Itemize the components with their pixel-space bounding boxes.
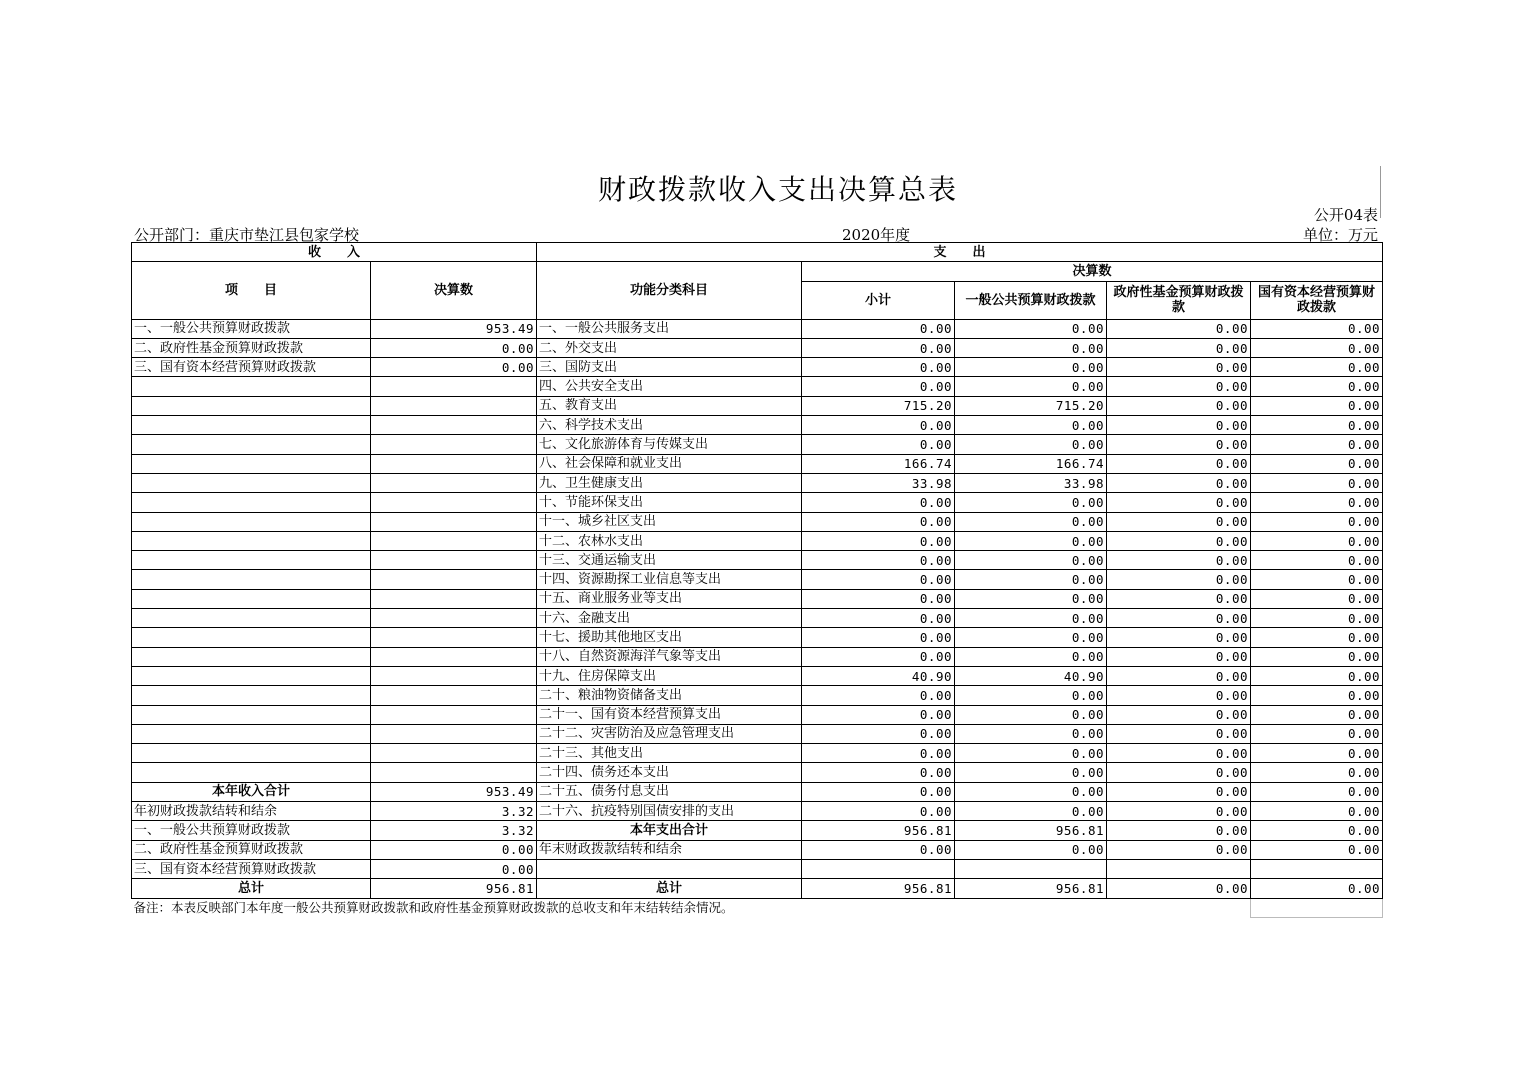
- general-budget-cell: 0.00: [955, 705, 1107, 724]
- income-item-cell: [132, 435, 371, 454]
- gov-fund-cell: 0.00: [1107, 570, 1251, 589]
- table-row: [132, 666, 1383, 685]
- table-row: [132, 358, 1383, 377]
- table-row: [132, 377, 1383, 396]
- income-amount-cell: [371, 416, 537, 435]
- expense-category-cell: 十、节能环保支出: [537, 493, 802, 512]
- gov-fund-cell: 0.00: [1107, 551, 1251, 570]
- gov-fund-cell: 0.00: [1107, 840, 1251, 859]
- state-capital-cell: 0.00: [1251, 396, 1383, 415]
- amount-header: 决算数: [371, 262, 537, 319]
- income-amount-cell: 0.00: [371, 840, 537, 859]
- state-capital-cell: 0.00: [1251, 551, 1383, 570]
- gov-fund-cell: 0.00: [1107, 879, 1251, 898]
- page-title: 财政拨款收入支出决算总表: [597, 173, 958, 206]
- general-budget-cell: 0.00: [955, 609, 1107, 628]
- table-row: [132, 879, 1383, 898]
- gov-fund-cell: 0.00: [1107, 724, 1251, 743]
- general-budget-header: 一般公共预算财政拨款: [955, 281, 1107, 319]
- gov-fund-cell: 0.00: [1107, 609, 1251, 628]
- subtotal-cell: 0.00: [802, 531, 955, 550]
- expense-category-cell: 二十五、债务付息支出: [537, 782, 802, 801]
- gov-fund-cell: 0.00: [1107, 493, 1251, 512]
- subtotal-cell: 0.00: [802, 358, 955, 377]
- expense-category-cell: 二、外交支出: [537, 338, 802, 357]
- table-row: [132, 705, 1383, 724]
- income-item-cell: 总计: [132, 879, 371, 898]
- state-capital-cell: 0.00: [1251, 802, 1383, 821]
- table-row: [132, 435, 1383, 454]
- table-row: [132, 512, 1383, 531]
- table-row: [132, 744, 1383, 763]
- subtotal-cell: 0.00: [802, 628, 955, 647]
- general-budget-cell: 0.00: [955, 763, 1107, 782]
- income-item-cell: [132, 724, 371, 743]
- income-item-cell: [132, 609, 371, 628]
- general-budget-cell: 0.00: [955, 435, 1107, 454]
- income-item-cell: 本年收入合计: [132, 782, 371, 801]
- income-item-cell: [132, 531, 371, 550]
- expense-category-cell: 十二、农林水支出: [537, 531, 802, 550]
- income-item-cell: [132, 551, 371, 570]
- general-budget-cell: 0.00: [955, 628, 1107, 647]
- expense-category-cell: 一、一般公共服务支出: [537, 319, 802, 338]
- income-item-cell: [132, 647, 371, 666]
- table-row: [132, 551, 1383, 570]
- gov-fund-cell: 0.00: [1107, 744, 1251, 763]
- expense-category-cell: 年末财政拨款结转和结余: [537, 840, 802, 859]
- header-row-1: [132, 243, 1383, 262]
- state-capital-cell: 0.00: [1251, 473, 1383, 492]
- subtotal-cell: 40.90: [802, 666, 955, 685]
- expense-category-cell: 九、卫生健康支出: [537, 473, 802, 492]
- income-amount-cell: [371, 377, 537, 396]
- income-item-cell: [132, 628, 371, 647]
- subtotal-cell: 0.00: [802, 647, 955, 666]
- fiscal-year: 2020年度: [842, 226, 911, 244]
- state-capital-cell: 0.00: [1251, 666, 1383, 685]
- state-capital-cell: 0.00: [1251, 609, 1383, 628]
- income-amount-cell: [371, 570, 537, 589]
- income-item-cell: 年初财政拨款结转和结余: [132, 802, 371, 821]
- state-capital-cell: 0.00: [1251, 570, 1383, 589]
- income-amount-cell: [371, 551, 537, 570]
- income-amount-cell: 956.81: [371, 879, 537, 898]
- state-capital-header: 国有资本经营预算财政拨款: [1251, 281, 1383, 319]
- subtotal-cell: 0.00: [802, 609, 955, 628]
- general-budget-cell: 0.00: [955, 802, 1107, 821]
- note-empty-cell: [1251, 898, 1383, 917]
- table-row: [132, 840, 1383, 859]
- income-amount-cell: [371, 744, 537, 763]
- table-body: [132, 243, 1383, 918]
- expense-category-cell: 十一、城乡社区支出: [537, 512, 802, 531]
- general-budget-cell: 0.00: [955, 782, 1107, 801]
- state-capital-cell: 0.00: [1251, 782, 1383, 801]
- subtotal-cell: 956.81: [802, 821, 955, 840]
- gov-fund-cell: 0.00: [1107, 396, 1251, 415]
- income-item-cell: [132, 377, 371, 396]
- general-budget-cell: 956.81: [955, 821, 1107, 840]
- income-amount-cell: [371, 686, 537, 705]
- gov-fund-cell: 0.00: [1107, 628, 1251, 647]
- form-code: 公开04表: [1313, 206, 1378, 224]
- income-amount-cell: [371, 396, 537, 415]
- gov-fund-cell: 0.00: [1107, 666, 1251, 685]
- gov-fund-cell: 0.00: [1107, 338, 1251, 357]
- income-item-cell: [132, 763, 371, 782]
- income-item-cell: 二、政府性基金预算财政拨款: [132, 338, 371, 357]
- general-budget-cell: 0.00: [955, 724, 1107, 743]
- table-row: [132, 570, 1383, 589]
- income-item-cell: 三、国有资本经营预算财政拨款: [132, 358, 371, 377]
- general-budget-cell: 0.00: [955, 493, 1107, 512]
- income-amount-cell: 3.32: [371, 802, 537, 821]
- expense-category-cell: 二十、粮油物资储备支出: [537, 686, 802, 705]
- general-budget-cell: 715.20: [955, 396, 1107, 415]
- expense-category-cell: 二十二、灾害防治及应急管理支出: [537, 724, 802, 743]
- expense-category-cell: 二十六、抗疫特别国债安排的支出: [537, 802, 802, 821]
- budget-table: [131, 242, 1383, 918]
- subtotal-cell: 0.00: [802, 570, 955, 589]
- note-text: 备注：本表反映部门本年度一般公共预算财政拨款和政府性基金预算财政拨款的总收支和年末结转结余情况。: [132, 898, 1251, 917]
- state-capital-cell: [1251, 859, 1383, 878]
- table-row: [132, 859, 1383, 878]
- income-item-cell: [132, 473, 371, 492]
- subtotal-cell: 0.00: [802, 319, 955, 338]
- table-row: [132, 589, 1383, 608]
- expense-category-cell: 十九、住房保障支出: [537, 666, 802, 685]
- state-capital-cell: 0.00: [1251, 628, 1383, 647]
- income-item-cell: [132, 454, 371, 473]
- subtotal-cell: 0.00: [802, 589, 955, 608]
- income-amount-cell: 0.00: [371, 338, 537, 357]
- income-amount-cell: [371, 724, 537, 743]
- general-budget-cell: [955, 859, 1107, 878]
- gov-fund-cell: 0.00: [1107, 319, 1251, 338]
- table-row: [132, 473, 1383, 492]
- expense-category-cell: 二十一、国有资本经营预算支出: [537, 705, 802, 724]
- income-amount-cell: [371, 493, 537, 512]
- income-item-cell: [132, 416, 371, 435]
- general-budget-cell: 33.98: [955, 473, 1107, 492]
- income-amount-cell: [371, 609, 537, 628]
- expense-header: 支 出: [537, 243, 1383, 262]
- general-budget-cell: 0.00: [955, 589, 1107, 608]
- subtotal-cell: 0.00: [802, 377, 955, 396]
- subtotal-header: 小计: [802, 281, 955, 319]
- expense-category-cell: 十六、金融支出: [537, 609, 802, 628]
- gov-fund-cell: 0.00: [1107, 782, 1251, 801]
- income-item-cell: 三、国有资本经营预算财政拨款: [132, 859, 371, 878]
- subtotal-cell: 0.00: [802, 493, 955, 512]
- expense-category-cell: 十五、商业服务业等支出: [537, 589, 802, 608]
- table-row: [132, 686, 1383, 705]
- expense-category-cell: 本年支出合计: [537, 821, 802, 840]
- table-row: [132, 319, 1383, 338]
- general-budget-cell: 0.00: [955, 338, 1107, 357]
- expense-category-cell: 总计: [537, 879, 802, 898]
- table-row: [132, 531, 1383, 550]
- table-row: [132, 396, 1383, 415]
- gov-fund-cell: 0.00: [1107, 589, 1251, 608]
- gov-fund-cell: 0.00: [1107, 416, 1251, 435]
- income-item-cell: [132, 493, 371, 512]
- general-budget-cell: 0.00: [955, 531, 1107, 550]
- table-row: [132, 628, 1383, 647]
- subtotal-cell: 0.00: [802, 416, 955, 435]
- state-capital-cell: 0.00: [1251, 840, 1383, 859]
- income-amount-cell: [371, 531, 537, 550]
- general-budget-cell: 0.00: [955, 377, 1107, 396]
- general-budget-cell: 0.00: [955, 512, 1107, 531]
- subtotal-cell: 715.20: [802, 396, 955, 415]
- subtotal-cell: [802, 859, 955, 878]
- final-amount-header: 决算数: [802, 262, 1383, 281]
- state-capital-cell: 0.00: [1251, 416, 1383, 435]
- department-label: 公开部门：重庆市垫江县包家学校: [134, 226, 360, 244]
- expense-category-cell: 七、文化旅游体育与传媒支出: [537, 435, 802, 454]
- subtotal-cell: 0.00: [802, 724, 955, 743]
- expense-category-cell: 十三、交通运输支出: [537, 551, 802, 570]
- table-row: [132, 647, 1383, 666]
- income-item-cell: [132, 686, 371, 705]
- expense-category-cell: 十四、资源勘探工业信息等支出: [537, 570, 802, 589]
- state-capital-cell: 0.00: [1251, 531, 1383, 550]
- state-capital-cell: 0.00: [1251, 744, 1383, 763]
- expense-category-cell: 五、教育支出: [537, 396, 802, 415]
- header-row-2: [132, 262, 1383, 281]
- state-capital-cell: 0.00: [1251, 319, 1383, 338]
- general-budget-cell: 0.00: [955, 647, 1107, 666]
- expense-category-cell: 八、社会保障和就业支出: [537, 454, 802, 473]
- income-amount-cell: 953.49: [371, 319, 537, 338]
- state-capital-cell: 0.00: [1251, 493, 1383, 512]
- subtotal-cell: 0.00: [802, 551, 955, 570]
- subtotal-cell: 33.98: [802, 473, 955, 492]
- subtotal-cell: 956.81: [802, 879, 955, 898]
- table-row: [132, 338, 1383, 357]
- state-capital-cell: 0.00: [1251, 686, 1383, 705]
- gov-fund-cell: 0.00: [1107, 377, 1251, 396]
- table-row: [132, 802, 1383, 821]
- general-budget-cell: 0.00: [955, 319, 1107, 338]
- income-item-cell: [132, 570, 371, 589]
- income-item-cell: 二、政府性基金预算财政拨款: [132, 840, 371, 859]
- general-budget-cell: 0.00: [955, 358, 1107, 377]
- general-budget-cell: 166.74: [955, 454, 1107, 473]
- function-category-header: 功能分类科目: [537, 262, 802, 319]
- general-budget-cell: 0.00: [955, 744, 1107, 763]
- gov-fund-cell: 0.00: [1107, 358, 1251, 377]
- state-capital-cell: 0.00: [1251, 705, 1383, 724]
- table-row: [132, 821, 1383, 840]
- income-amount-cell: [371, 473, 537, 492]
- income-amount-cell: [371, 512, 537, 531]
- state-capital-cell: 0.00: [1251, 435, 1383, 454]
- subtotal-cell: 0.00: [802, 512, 955, 531]
- gov-fund-cell: 0.00: [1107, 802, 1251, 821]
- income-item-cell: 一、一般公共预算财政拨款: [132, 319, 371, 338]
- table-row: [132, 609, 1383, 628]
- gov-fund-cell: 0.00: [1107, 454, 1251, 473]
- income-item-cell: [132, 666, 371, 685]
- income-amount-cell: [371, 705, 537, 724]
- state-capital-cell: 0.00: [1251, 512, 1383, 531]
- income-header: 收 入: [132, 243, 537, 262]
- income-amount-cell: [371, 435, 537, 454]
- subtotal-cell: 0.00: [802, 782, 955, 801]
- gov-fund-header: 政府性基金预算财政拨款: [1107, 281, 1251, 319]
- income-amount-cell: 3.32: [371, 821, 537, 840]
- general-budget-cell: 0.00: [955, 686, 1107, 705]
- general-budget-cell: 0.00: [955, 551, 1107, 570]
- gov-fund-cell: [1107, 859, 1251, 878]
- table-row: [132, 782, 1383, 801]
- income-amount-cell: 0.00: [371, 859, 537, 878]
- subtotal-cell: 0.00: [802, 744, 955, 763]
- general-budget-cell: 0.00: [955, 416, 1107, 435]
- income-amount-cell: [371, 454, 537, 473]
- income-amount-cell: [371, 666, 537, 685]
- income-item-cell: [132, 705, 371, 724]
- state-capital-cell: 0.00: [1251, 358, 1383, 377]
- note-row: [132, 898, 1383, 917]
- expense-category-cell: 三、国防支出: [537, 358, 802, 377]
- income-item-cell: 一、一般公共预算财政拨款: [132, 821, 371, 840]
- subtotal-cell: 0.00: [802, 435, 955, 454]
- state-capital-cell: 0.00: [1251, 821, 1383, 840]
- table-row: [132, 493, 1383, 512]
- table-row: [132, 454, 1383, 473]
- general-budget-cell: 956.81: [955, 879, 1107, 898]
- state-capital-cell: 0.00: [1251, 879, 1383, 898]
- subtotal-cell: 0.00: [802, 705, 955, 724]
- state-capital-cell: 0.00: [1251, 647, 1383, 666]
- state-capital-cell: 0.00: [1251, 763, 1383, 782]
- gov-fund-cell: 0.00: [1107, 821, 1251, 840]
- expense-category-cell: [537, 859, 802, 878]
- income-amount-cell: [371, 628, 537, 647]
- gov-fund-cell: 0.00: [1107, 763, 1251, 782]
- subtotal-cell: 0.00: [802, 840, 955, 859]
- income-amount-cell: [371, 647, 537, 666]
- gov-fund-cell: 0.00: [1107, 473, 1251, 492]
- unit-label: 单位：万元: [1302, 226, 1378, 244]
- subtotal-cell: 0.00: [802, 763, 955, 782]
- state-capital-cell: 0.00: [1251, 454, 1383, 473]
- income-amount-cell: [371, 763, 537, 782]
- income-amount-cell: 953.49: [371, 782, 537, 801]
- expense-category-cell: 十七、援助其他地区支出: [537, 628, 802, 647]
- gov-fund-cell: 0.00: [1107, 647, 1251, 666]
- income-item-cell: [132, 744, 371, 763]
- general-budget-cell: 0.00: [955, 570, 1107, 589]
- gov-fund-cell: 0.00: [1107, 686, 1251, 705]
- gov-fund-cell: 0.00: [1107, 435, 1251, 454]
- income-amount-cell: [371, 589, 537, 608]
- subtotal-cell: 0.00: [802, 686, 955, 705]
- expense-category-cell: 六、科学技术支出: [537, 416, 802, 435]
- state-capital-cell: 0.00: [1251, 724, 1383, 743]
- gov-fund-cell: 0.00: [1107, 705, 1251, 724]
- subtotal-cell: 0.00: [802, 338, 955, 357]
- income-item-cell: [132, 589, 371, 608]
- expense-category-cell: 二十四、债务还本支出: [537, 763, 802, 782]
- subtotal-cell: 166.74: [802, 454, 955, 473]
- income-amount-cell: 0.00: [371, 358, 537, 377]
- income-item-cell: [132, 512, 371, 531]
- state-capital-cell: 0.00: [1251, 338, 1383, 357]
- subtotal-cell: 0.00: [802, 802, 955, 821]
- gov-fund-cell: 0.00: [1107, 512, 1251, 531]
- income-item-cell: [132, 396, 371, 415]
- table-row: [132, 763, 1383, 782]
- general-budget-cell: 40.90: [955, 666, 1107, 685]
- expense-category-cell: 四、公共安全支出: [537, 377, 802, 396]
- state-capital-cell: 0.00: [1251, 377, 1383, 396]
- state-capital-cell: 0.00: [1251, 589, 1383, 608]
- general-budget-cell: 0.00: [955, 840, 1107, 859]
- gov-fund-cell: 0.00: [1107, 531, 1251, 550]
- expense-category-cell: 十八、自然资源海洋气象等支出: [537, 647, 802, 666]
- table-row: [132, 416, 1383, 435]
- item-header: 项 目: [132, 262, 371, 319]
- expense-category-cell: 二十三、其他支出: [537, 744, 802, 763]
- table-row: [132, 724, 1383, 743]
